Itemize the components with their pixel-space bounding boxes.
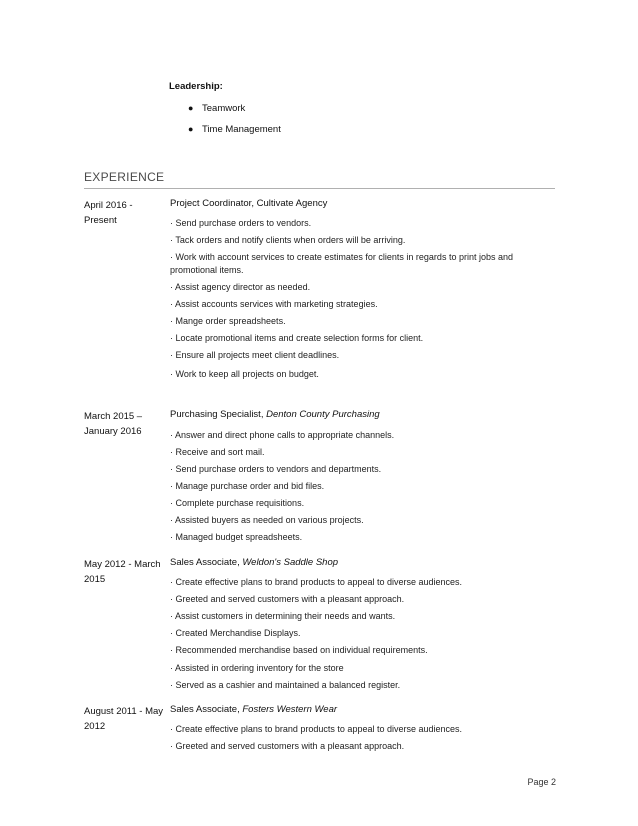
section-divider — [84, 188, 555, 189]
job-role: Sales Associate, — [170, 557, 240, 568]
job-employer: Fosters Western Wear — [242, 704, 338, 715]
job-duty: · Managed budget spreadsheets. — [170, 532, 303, 542]
bullet-icon: ● — [188, 124, 194, 134]
job-role: Project Coordinator, Cultivate Agency — [170, 198, 328, 209]
bullet-icon: ● — [188, 103, 194, 113]
job-duty: · Assisted buyers as needed on various projects. — [170, 515, 364, 525]
job-title — [170, 198, 327, 209]
job-duty: · Ensure all projects meet client deadlines. — [170, 350, 340, 360]
skill-label: Time Management — [202, 124, 281, 135]
job-duty: · Greeted and served customers with a pleasant approach. — [170, 594, 405, 604]
job-duty: · Send purchase orders to vendors and departments. — [170, 464, 382, 474]
job-duty: · Recommended merchandise based on individual requirements. — [170, 645, 428, 655]
job-duty: · Receive and sort mail. — [170, 447, 265, 457]
skill-item — [188, 124, 281, 135]
job-duty: · Assist customers in determining their needs and wants. — [170, 611, 396, 621]
job-duty: · Assist agency director as needed. — [170, 282, 311, 292]
job-duty: · Greeted and served customers with a pleasant approach. — [170, 741, 405, 751]
job-title — [170, 409, 380, 420]
job-duty: · Locate promotional items and create selection forms for client. — [170, 333, 424, 343]
job-duty: · Complete purchase requisitions. — [170, 498, 305, 508]
job-employer: Weldon's Saddle Shop — [242, 557, 339, 568]
job-duty: · Assisted in ordering inventory for the store — [170, 663, 344, 673]
job-duty: · Answer and direct phone calls to appropriate channels. — [170, 430, 395, 440]
job-duty: · Work with account services to create estimates for clients in regards to print jobs and promotional items. — [170, 252, 513, 275]
job-duty: · Tack orders and notify clients when orders will be arriving. — [170, 235, 406, 245]
job-duty: · Manage purchase order and bid files. — [170, 481, 325, 491]
job-duty: · Created Merchandise Displays. — [170, 628, 301, 638]
job-duty: · Work to keep all projects on budget. — [170, 369, 319, 379]
job-duty: · Create effective plans to brand products to appeal to diverse audiences. — [170, 724, 463, 734]
job-duty: · Send purchase orders to vendors. — [170, 218, 312, 228]
job-employer: Denton County Purchasing — [266, 409, 380, 420]
job-date: August 2011 - May 2012 — [84, 706, 164, 732]
skill-label: Teamwork — [202, 103, 246, 114]
skills-heading: Leadership: — [169, 81, 223, 92]
job-date: May 2012 - March 2015 — [84, 559, 161, 585]
job-duty: · Mange order spreadsheets. — [170, 316, 286, 326]
job-role: Purchasing Specialist, — [170, 409, 264, 420]
job-role: Sales Associate, — [170, 704, 240, 715]
job-duty: · Served as a cashier and maintained a balanced register. — [170, 680, 401, 690]
job-date: March 2015 – January 2016 — [84, 411, 143, 437]
skill-item — [188, 103, 245, 114]
job-duty: · Create effective plans to brand products to appeal to diverse audiences. — [170, 577, 463, 587]
job-date: April 2016 - Present — [84, 200, 133, 226]
page-number: Page 2 — [527, 777, 556, 787]
job-duty: · Assist accounts services with marketing strategies. — [170, 299, 378, 309]
job-title — [170, 557, 338, 568]
job-title — [170, 704, 337, 715]
section-title: EXPERIENCE — [84, 170, 165, 184]
